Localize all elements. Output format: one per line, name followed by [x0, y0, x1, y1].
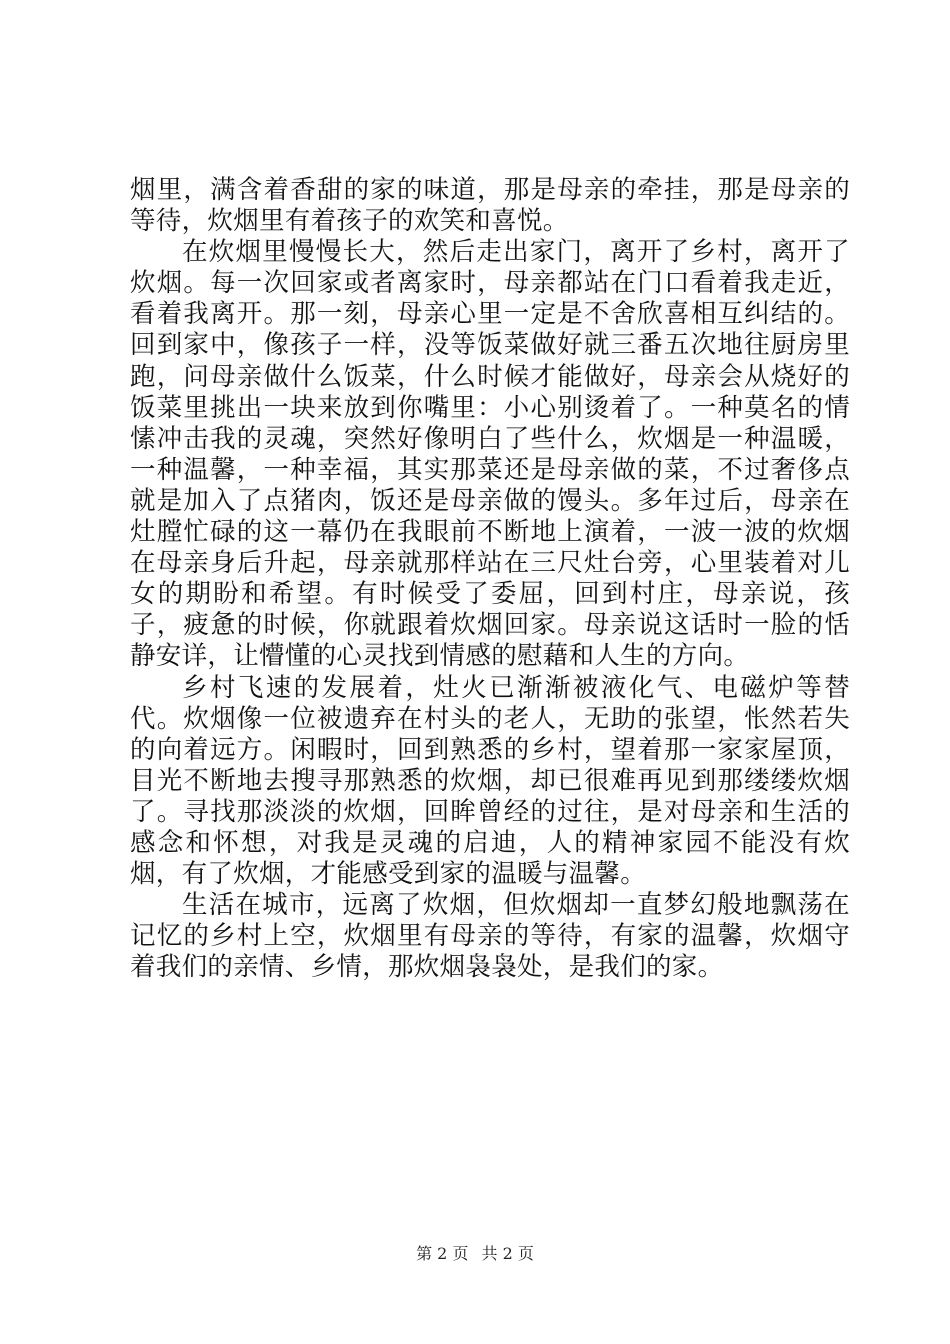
paragraph-2: 在炊烟里慢慢长大，然后走出家门，离开了乡村，离开了炊烟。每一次回家或者离家时，母亲都站在门口看着我走近，看着我离开。那一刻，母亲心里一定是不舍欣喜相互纠结的。回到家中，像孩子一样，没等饭菜做好就三番五次地往厨房里跑，问母亲做什么饭菜，什么时候才能做好，母亲会从烧好的饭菜里挑出一块来放到你嘴里：小心别烫着了。一种莫名的情愫冲击我的灵魂，突然好像明白了些什么，炊烟是一种温暖，一种温馨，一种幸福，其实那菜还是母亲做的菜，不过奢侈点就是加入了点猪肉，饭还是母亲做的馒头。多年过后，母亲在灶膛忙碌的这一幕仍在我眼前不断地上演着，一波一波的炊烟在母亲身后升起，母亲就那样站在三尺灶台旁，心里装着对儿女的期盼和希望。有时候受了委屈，回到村庄，母亲说，孩子，疲惫的时候，你就跟着炊烟回家。母亲说这话时一脸的恬静安详，让懵懂的心灵找到情感的慰藉和人生的方向。: [130, 237, 850, 672]
paragraph-4: 生活在城市，远离了炊烟，但炊烟却一直梦幻般地飘荡在记忆的乡村上空，炊烟里有母亲的等待，有家的温馨，炊烟守着我们的亲情、乡情，那炊烟袅袅处，是我们的家。: [130, 890, 850, 983]
paragraph-3: 乡村飞速的发展着，灶火已渐渐被液化气、电磁炉等替代。炊烟像一位被遗弃在村头的老人，无助的张望，怅然若失的向着远方。闲暇时，回到熟悉的乡村，望着那一家家屋顶，目光不断地去搜寻那熟悉的炊烟，却已很难再见到那缕缕炊烟了。寻找那淡淡的炊烟，回眸曾经的过往，是对母亲和生活的感念和怀想，对我是灵魂的启迪，人的精神家园不能没有炊烟，有了炊烟，才能感受到家的温暖与温馨。: [130, 672, 850, 890]
document-body: [130, 175, 850, 983]
page-number: 第 2 页: [416, 1244, 469, 1263]
page-total: 共 2 页: [481, 1244, 534, 1263]
page-footer: [0, 1244, 950, 1264]
paragraph-1: 烟里，满含着香甜的家的味道，那是母亲的牵挂，那是母亲的等待，炊烟里有着孩子的欢笑和喜悦。: [130, 175, 850, 237]
